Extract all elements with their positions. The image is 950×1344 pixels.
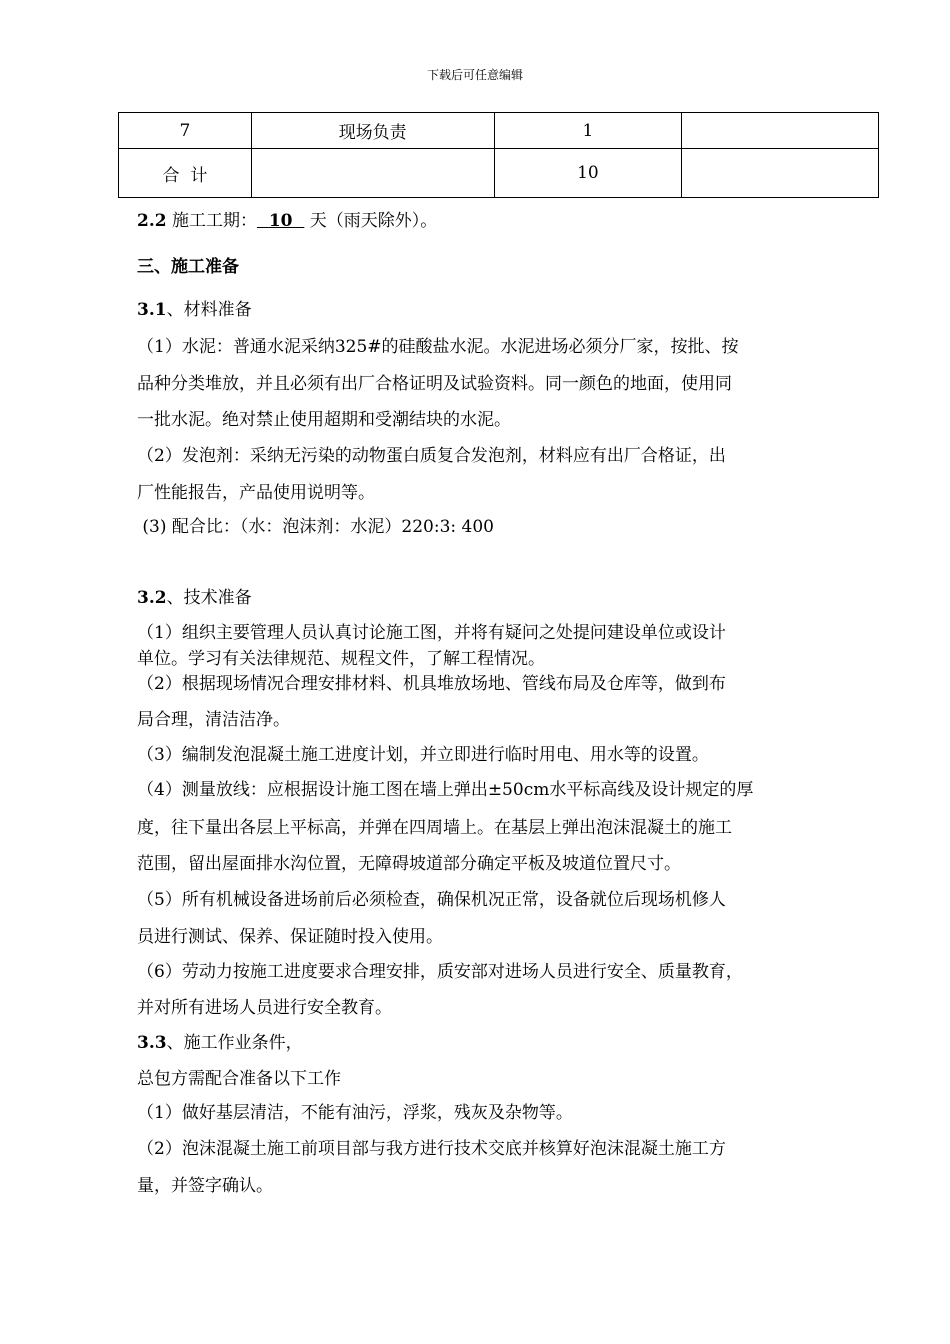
table-cell: 合 计 [119, 149, 252, 198]
paragraph-line: （2）根据现场情况合理安排材料、机具堆放场地、管线布局及仓库等，做到布 [137, 674, 726, 694]
duration-line [137, 210, 437, 232]
paragraph-line: （1）组织主要管理人员认真讨论施工图，并将有疑问之处提问建设单位或设计 [137, 623, 726, 643]
duration-label: 施工工期： [171, 211, 257, 231]
page-header: 下载后可任意编辑 [426, 68, 523, 82]
duration-number: 2.2 [137, 211, 167, 231]
paragraph-line: （2）发泡剂：采纳无污染的动物蛋白质复合发泡剂，材料应有出厂合格证，出 [137, 446, 726, 466]
paragraph-line: 范围，留出屋面排水沟位置，无障碍坡道部分确定平板及坡道位置尺寸。 [137, 854, 681, 874]
paragraph-line: （3）编制发泡混凝土施工进度计划，并立即进行临时用电、用水等的设置。 [137, 745, 709, 765]
staff-table [118, 112, 879, 198]
paragraph-line: 厂性能报告，产品使用说明等。 [137, 483, 375, 503]
table-row-total [119, 149, 879, 198]
paragraph-line: 并对所有进场人员进行安全教育。 [137, 998, 392, 1018]
paragraph-line: （6）劳动力按施工进度要求合理安排，质安部对进场人员进行安全、质量教育， [137, 962, 743, 982]
paragraph-line: （1）水泥：普通水泥采纳325#的硅酸盐水泥。水泥进场必须分厂家，按批、按 [137, 337, 739, 357]
table-cell: 现场负责 [251, 113, 494, 149]
paragraph-line: 一批水泥。绝对禁止使用超期和受潮结块的水泥。 [137, 410, 511, 430]
paragraph-line: （4）测量放线：应根据设计施工图在墙上弹出±50cm水平标高线及设计规定的厚 [137, 780, 754, 800]
section-title: 三、施工准备 [137, 257, 239, 277]
paragraph-line: 局合理，清洁洁净。 [137, 710, 290, 730]
paragraph-line: 量，并签字确认。 [137, 1176, 273, 1196]
duration-suffix: 天（雨天除外）。 [309, 211, 438, 231]
table-cell [251, 149, 494, 198]
paragraph-line: 员进行测试、保养、保证随时投入使用。 [137, 927, 443, 947]
paragraph-line: （1）做好基层清洁，不能有油污，浮浆，残灰及杂物等。 [137, 1103, 573, 1123]
subsection-heading: 3.1、材料准备 [137, 300, 252, 320]
paragraph-line: 度，往下量出各层上平标高，并弹在四周墙上。在基层上弹出泡沫混凝土的施工 [137, 818, 732, 838]
table-cell [682, 113, 879, 149]
paragraph-line: (3) 配合比：（水：泡沫剂：水泥）220:3: 400 [137, 517, 494, 537]
table-cell: 10 [494, 149, 682, 198]
table-cell: 1 [494, 113, 682, 149]
paragraph-line: （5）所有机械设备进场前后必须检查，确保机况正常，设备就位后现场机修人 [137, 890, 726, 910]
subsection-heading: 3.2、技术准备 [137, 588, 252, 608]
table-row [119, 113, 879, 149]
table-cell [682, 149, 879, 198]
paragraph-line: 总包方需配合准备以下工作 [137, 1069, 341, 1089]
table-cell: 7 [119, 113, 252, 149]
paragraph-line: 品种分类堆放，并且必须有出厂合格证明及试验资料。同一颜色的地面，使用同 [137, 374, 732, 394]
subsection-heading: 3.3、施工作业条件， [137, 1033, 303, 1053]
duration-value: 10 [268, 211, 293, 231]
paragraph-line: 单位。学习有关法律规范、规程文件，了解工程情况。 [137, 649, 545, 669]
paragraph-line: （2）泡沫混凝土施工前项目部与我方进行技术交底并核算好泡沫混凝土施工方 [137, 1139, 726, 1159]
